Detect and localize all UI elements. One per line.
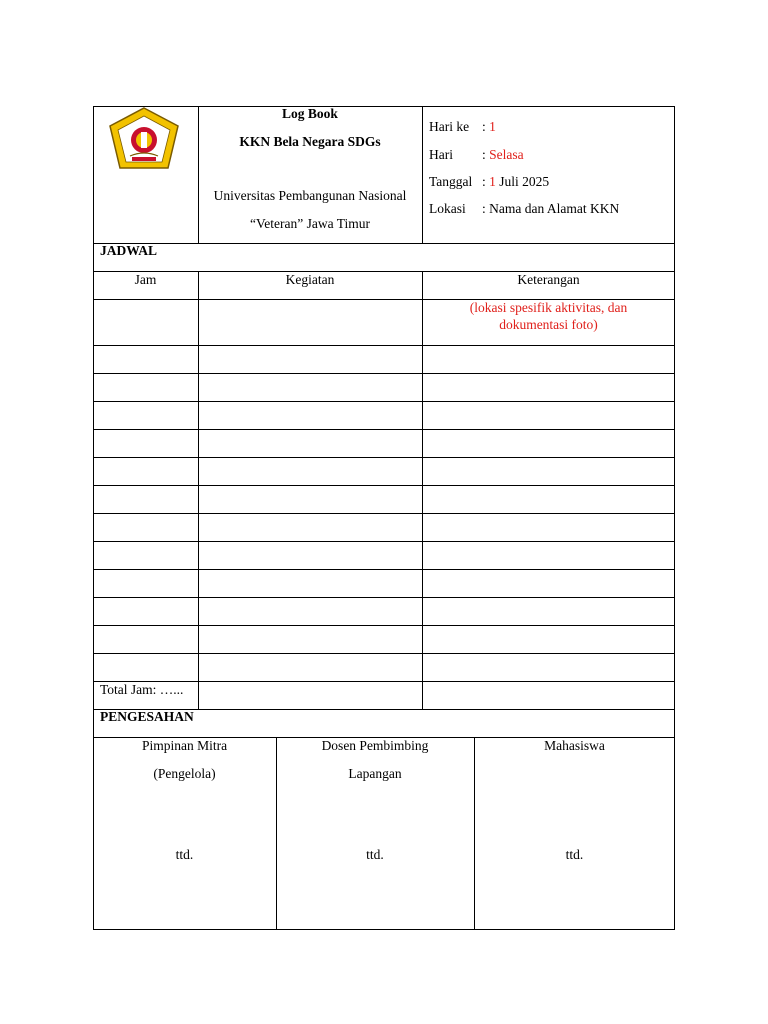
hari-value: Selasa [489, 147, 524, 162]
university-name-line2: “Veteran” Jawa Timur [250, 216, 370, 231]
lokasi-field: : Nama dan Alamat KKN [482, 201, 620, 216]
hari-label: Hari [429, 147, 453, 162]
jadwal-heading: JADWAL [100, 243, 158, 258]
hari-field: : Selasa [482, 147, 524, 162]
table-row-line [93, 597, 675, 598]
university-logo-icon [106, 106, 182, 172]
lapangan-label: Lapangan [348, 766, 402, 781]
lokasi-label: Lokasi [429, 201, 466, 216]
keterangan-note: (lokasi spesifik aktivitas, dan [469, 300, 628, 315]
table-row-line [93, 541, 675, 542]
tanggal-field: : 1 Juli 2025 [482, 174, 550, 189]
row-divider [93, 243, 675, 244]
column-header-kegiatan: Kegiatan [285, 272, 335, 287]
total-jam-label: Total Jam: …... [100, 682, 184, 697]
pimpinan-mitra-label: Pimpinan Mitra [141, 738, 228, 753]
table-row-line [93, 345, 675, 346]
tanggal-day: 1 [489, 174, 496, 189]
table-row-line [93, 653, 675, 654]
tanggal-label: Tanggal [429, 174, 473, 189]
signature-mahasiswa: ttd. [565, 847, 584, 862]
tanggal-rest: Juli 2025 [495, 174, 550, 189]
hari-ke-label: Hari ke [429, 119, 470, 134]
hari-ke-value: 1 [489, 119, 496, 134]
signature-pimpinan: ttd. [175, 847, 194, 862]
pengesahan-heading: PENGESAHAN [100, 709, 194, 724]
table-row-line [93, 569, 675, 570]
table-column-divider [422, 271, 423, 709]
dosen-pembimbing-label: Dosen Pembimbing [321, 738, 429, 753]
lokasi-value: Nama dan Alamat KKN [489, 201, 620, 216]
column-header-jam: Jam [134, 272, 157, 287]
table-row-line [93, 625, 675, 626]
hari-ke-field: : 1 [482, 119, 496, 134]
pengelola-label: (Pengelola) [153, 766, 216, 781]
table-column-divider [198, 271, 199, 709]
signature-column-divider [474, 737, 475, 930]
table-row-line [93, 485, 675, 486]
table-row-line [93, 457, 675, 458]
university-name: Universitas Pembangunan Nasional [213, 188, 407, 203]
keterangan-note-line2: dokumentasi foto) [499, 317, 598, 332]
log-book-title: Log Book [282, 106, 338, 121]
table-row-line [93, 401, 675, 402]
header-divider [422, 106, 423, 243]
table-row-line [93, 373, 675, 374]
signature-dosen: ttd. [366, 847, 384, 862]
table-row-line [93, 429, 675, 430]
column-header-keterangan: Keterangan [517, 272, 580, 287]
table-row-line [93, 513, 675, 514]
mahasiswa-label: Mahasiswa [544, 738, 605, 753]
program-title: KKN Bela Negara SDGs [239, 134, 381, 149]
